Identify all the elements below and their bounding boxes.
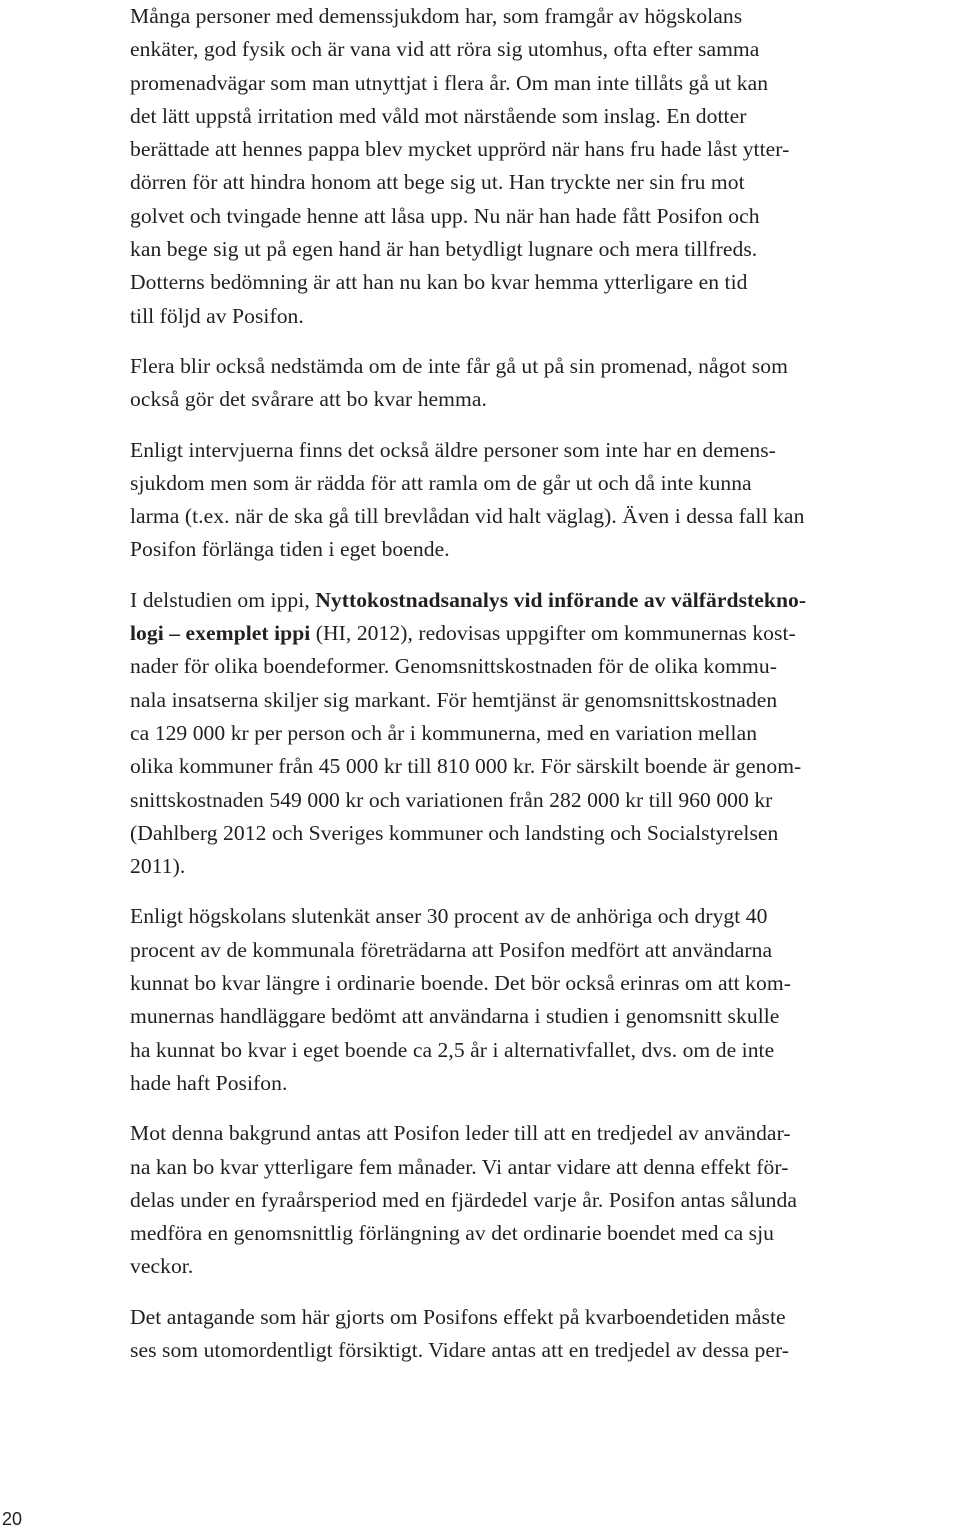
paragraph-ippi-study [130,584,960,884]
text-line: till följd av Posifon. [130,303,304,328]
paragraph-conservative-estimate [130,1301,960,1368]
text-line: nala insatserna skiljer sig markant. För hemtjänst är genomsnittskostnaden [130,687,778,712]
text-line: enkäter, god fysik och är vana vid att röra sig utomhus, ofta efter samma [130,37,760,62]
document-body [130,0,960,1384]
text-line: sjukdom men som är rädda för att ramla om de går ut och då inte kunna [130,470,752,495]
text-line: munernas handläggare bedömt att användarna i studien i genomsnitt skulle [130,1004,780,1029]
text-line: Dotterns bedömning är att han nu kan bo kvar hemma ytterligare en tid [130,270,748,295]
text-line: hade haft Posifon. [130,1070,288,1095]
text-line: kunnat bo kvar längre i ordinarie boende. Det bör också erinras om att kom- [130,971,791,996]
page-number: 20 [2,1509,23,1529]
text-line: dörren för att hindra honom att bege sig ut. Han tryckte ner sin fru mot [130,170,745,195]
paragraph-elderly-fear [130,434,960,567]
text-line: Enligt högskolans slutenkät anser 30 procent av de anhöriga och drygt 40 [130,904,768,929]
text-line: Det antagande som här gjorts om Posifons effekt på kvarboendetiden måste [130,1304,786,1329]
text-line: Posifon förlänga tiden i eget boende. [130,537,450,562]
text-line: procent av de kommunala företrädarna att Posifon medfört att användarna [130,937,773,962]
paragraph-depression [130,350,960,417]
text-line [130,617,960,650]
text-line: veckor. [130,1254,194,1279]
text-line [130,584,960,617]
text-line: golvet och tvingade henne att låsa upp. Nu när han hade fått Posifon och [130,203,760,228]
text-line: ha kunnat bo kvar i eget boende ca 2,5 år i alternativfallet, dvs. om de inte [130,1037,775,1062]
text-line: Mot denna bakgrund antas att Posifon leder till att en tredjedel av användar- [130,1121,791,1146]
paragraph-survey-results [130,900,960,1100]
paragraph-dementia-walks [130,0,960,333]
text-line: olika kommuner från 45 000 kr till 810 000 kr. För särskilt boende är genom- [130,754,802,779]
text-line: delas under en fyraårsperiod med en fjärdedel varje år. Posifon antas sålunda [130,1187,798,1212]
text-line: snittskostnaden 549 000 kr och variationen från 282 000 kr till 960 000 kr [130,787,773,812]
text-line: na kan bo kvar ytterligare fem månader. Vi antar vidare att denna effekt för- [130,1154,789,1179]
study-title-part-1: Nyttokostnadsanalys vid införande av välfärdstekno- [315,587,807,612]
text-run: I delstudien om ippi, [130,587,316,612]
text-line: nader för olika boendeformer. Genomsnittskostnaden för de olika kommu- [130,654,777,679]
text-line: det lätt uppstå irritation med våld mot närstående som inslag. En dotter [130,103,747,128]
text-line: ca 129 000 kr per person och år i kommunerna, med en variation mellan [130,720,758,745]
text-line: Många personer med demenssjukdom har, som framgår av högskolans [130,4,743,28]
text-line: promenadvägar som man utnyttjat i flera år. Om man inte tillåts gå ut kan [130,70,769,95]
text-line: berättade att hennes pappa blev mycket upprörd när hans fru hade låst ytter- [130,137,790,162]
text-line: Enligt intervjuerna finns det också äldre personer som inte har en demens- [130,437,776,462]
text-line: 2011). [130,854,186,879]
text-line: kan bege sig ut på egen hand är han betydligt lugnare och mera tillfreds. [130,237,758,262]
text-line: ses som utomordentligt försiktigt. Vidare antas att en tredjedel av dessa per- [130,1337,790,1362]
text-line: (Dahlberg 2012 och Sveriges kommuner och landsting och Socialstyrelsen [130,820,779,845]
text-line: larma (t.ex. när de ska gå till brevlådan vid halt väglag). Även i dessa fall kan [130,504,805,529]
study-title-part-2: logi – exemplet ippi [130,621,311,646]
text-line: medföra en genomsnittlig förlängning av det ordinarie boendet med ca sju [130,1221,775,1246]
text-line: Flera blir också nedstämda om de inte får gå ut på sin promenad, något som [130,353,788,378]
text-line: också gör det svårare att bo kvar hemma. [130,387,487,412]
text-run: (HI, 2012), redovisas uppgifter om kommunernas kost- [310,621,796,646]
paragraph-assumption [130,1117,960,1283]
